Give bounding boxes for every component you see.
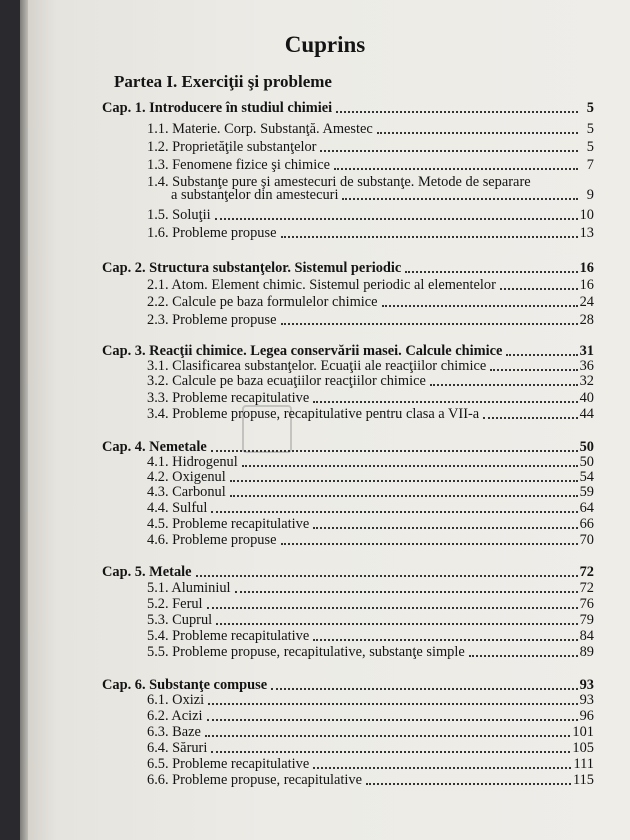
page-number: 66 (579, 516, 594, 532)
dot-leader (208, 703, 577, 705)
dot-leader (281, 323, 578, 325)
toc-chapter (102, 439, 594, 455)
page-number: 76 (579, 596, 594, 612)
dot-leader (271, 688, 577, 690)
entry-title: a substanţelor din amestecuri (171, 187, 339, 203)
page-number: 84 (579, 628, 594, 644)
toc-entry (147, 294, 594, 310)
dot-leader (490, 369, 577, 371)
entry-title: 6.1. Oxizi (147, 692, 205, 708)
dot-leader (235, 591, 578, 593)
toc-entry (147, 225, 594, 241)
entry-title: 2.1. Atom. Element chimic. Sistemul periodic al elementelor (147, 277, 496, 293)
entry-title: 4.1. Hidrogenul (147, 454, 238, 470)
toc-entry-text: 1.4. Substanţe pure şi amestecuri de substanţe. Metode de separare (147, 174, 531, 190)
entry-title: 3.3. Probleme recapitulative (147, 390, 310, 406)
toc-chapter (102, 677, 594, 693)
toc-chapter (102, 260, 594, 276)
toc-entry (147, 740, 594, 756)
chapter-title: Cap. 6. Substanţe compuse (102, 677, 268, 693)
dot-leader (469, 655, 578, 657)
dot-leader (211, 751, 570, 753)
entry-title: 4.5. Probleme recapitulative (147, 516, 310, 532)
chapter-title: Cap. 5. Metale (102, 564, 192, 580)
toc-entry (147, 580, 594, 596)
toc-entry (147, 312, 594, 328)
dot-leader (281, 543, 578, 545)
entry-title: 1.2. Proprietăţile substanţelor (147, 139, 317, 155)
page-title: Cuprins (284, 32, 366, 57)
entry-title: 1.6. Probleme propuse (147, 225, 277, 241)
entry-title: 1.3. Fenomene fizice şi chimice (147, 157, 331, 173)
table-of-contents (20, 0, 630, 840)
page-number: 28 (579, 312, 594, 328)
toc-entry (147, 708, 594, 724)
toc-entry (147, 772, 594, 788)
dot-leader (430, 384, 578, 386)
page-number: 16 (579, 260, 594, 276)
dot-leader (313, 639, 577, 641)
toc-entry (147, 532, 594, 548)
toc-chapter (102, 343, 594, 359)
dot-leader (211, 511, 577, 513)
entry-title: 2.3. Probleme propuse (147, 312, 277, 328)
dot-leader (230, 480, 578, 482)
dot-leader (506, 354, 577, 356)
entry-title: 1.1. Materie. Corp. Substanţă. Amestec (147, 121, 373, 137)
dot-leader (334, 168, 578, 170)
chapter-title: Cap. 3. Reacţii chimice. Legea conservării masei. Calcule chimice (102, 343, 503, 359)
entry-title: 2.2. Calcule pe baza formulelor chimice (147, 294, 378, 310)
entry-title: 5.5. Probleme propuse, recapitulative, substanţe simple (147, 644, 465, 660)
page-number: 40 (579, 390, 594, 406)
chapter-title: Cap. 4. Nemetale (102, 439, 207, 455)
page-number: 79 (579, 612, 594, 628)
toc-entry (147, 484, 594, 500)
page-number: 72 (579, 564, 594, 580)
page-number: 13 (579, 225, 594, 241)
entry-title: 4.2. Oxigenul (147, 469, 226, 485)
entry-title: 4.4. Sulful (147, 500, 208, 516)
toc-entry (147, 756, 594, 772)
toc-entry (147, 724, 594, 740)
dot-leader (216, 623, 577, 625)
toc-entry (147, 373, 594, 389)
chapter-title: Cap. 2. Structura substanţelor. Sistemul periodic (102, 260, 402, 276)
toc-chapter (102, 564, 594, 580)
entry-title: 6.3. Baze (147, 724, 201, 740)
page-number: 93 (579, 677, 594, 693)
dot-leader (205, 735, 570, 737)
page-number: 44 (579, 406, 594, 422)
page-number: 16 (579, 277, 594, 293)
page-number: 5 (586, 139, 594, 155)
page-number: 50 (579, 439, 594, 455)
toc-entry (147, 121, 594, 137)
dot-leader (320, 150, 578, 152)
entry-title: 5.2. Ferul (147, 596, 203, 612)
toc-entry (147, 390, 594, 406)
dot-leader (281, 236, 578, 238)
entry-title: 5.4. Probleme recapitulative (147, 628, 310, 644)
page-number: 5 (586, 100, 594, 116)
entry-title: 3.1. Clasificarea substanţelor. Ecuaţii ale reacţiilor chimice (147, 358, 487, 374)
page-number: 64 (579, 500, 594, 516)
toc-entry (147, 207, 594, 223)
page-number: 72 (579, 580, 594, 596)
entry-title: 3.4. Probleme propuse, recapitulative pentru clasa a VII-a (147, 406, 480, 422)
toc-entry (147, 277, 594, 293)
page-number: 59 (579, 484, 594, 500)
dot-leader (211, 450, 578, 452)
dot-leader (483, 417, 577, 419)
entry-title: 5.3. Cuprul (147, 612, 213, 628)
page-number: 70 (579, 532, 594, 548)
toc-entry (147, 500, 594, 516)
dot-leader (207, 607, 578, 609)
dot-leader (215, 218, 578, 220)
part-heading: Partea I. Exerciţii şi probleme (114, 72, 332, 91)
toc-entry (147, 406, 594, 422)
page-number: 24 (579, 294, 594, 310)
toc-entry (147, 644, 594, 660)
page-number: 7 (586, 157, 594, 173)
page-number: 54 (579, 469, 594, 485)
toc-entry (147, 628, 594, 644)
dot-leader (336, 111, 578, 113)
dot-leader (242, 465, 578, 467)
page-number: 101 (572, 724, 594, 740)
page-number: 36 (579, 358, 594, 374)
toc-entry (147, 454, 594, 470)
toc-entry (147, 516, 594, 532)
page-number: 10 (579, 207, 594, 223)
toc-entry (147, 358, 594, 374)
dot-leader (405, 271, 577, 273)
dot-leader (196, 575, 578, 577)
entry-title: 1.5. Soluţii (147, 207, 211, 223)
dot-leader (342, 198, 578, 200)
entry-title: 4.3. Carbonul (147, 484, 226, 500)
entry-title: 5.1. Aluminiul (147, 580, 231, 596)
page-number: 93 (579, 692, 594, 708)
entry-title: 3.2. Calcule pe baza ecuaţiilor reacţiilor chimice (147, 373, 426, 389)
toc-entry (147, 612, 594, 628)
entry-title: 4.6. Probleme propuse (147, 532, 277, 548)
dot-leader (313, 401, 577, 403)
entry-title: 6.4. Săruri (147, 740, 208, 756)
dot-leader (500, 288, 578, 290)
page-number: 115 (572, 772, 594, 788)
dot-leader (313, 767, 571, 769)
page-number: 9 (586, 187, 594, 203)
page-number: 105 (572, 740, 594, 756)
entry-title: 6.5. Probleme recapitulative (147, 756, 310, 772)
entry-title: 6.6. Probleme propuse, recapitulative (147, 772, 362, 788)
dot-leader (313, 527, 577, 529)
dot-leader (377, 132, 578, 134)
toc-chapter (102, 100, 594, 116)
toc-entry (147, 469, 594, 485)
dot-leader (230, 495, 578, 497)
page-number: 50 (579, 454, 594, 470)
dot-leader (366, 783, 571, 785)
toc-entry (147, 157, 594, 173)
toc-entry (171, 187, 594, 203)
page-number: 32 (579, 373, 594, 389)
toc-entry (147, 692, 594, 708)
page-number: 96 (579, 708, 594, 724)
entry-title: 6.2. Acizi (147, 708, 203, 724)
toc-entry (147, 139, 594, 155)
page-number: 111 (573, 756, 594, 772)
dot-leader (207, 719, 578, 721)
book-page (20, 0, 630, 840)
chapter-title: Cap. 1. Introducere în studiul chimiei (102, 100, 333, 116)
page-number: 31 (579, 343, 594, 359)
page-number: 5 (586, 121, 594, 137)
toc-entry (147, 596, 594, 612)
page-number: 89 (579, 644, 594, 660)
dot-leader (382, 305, 578, 307)
